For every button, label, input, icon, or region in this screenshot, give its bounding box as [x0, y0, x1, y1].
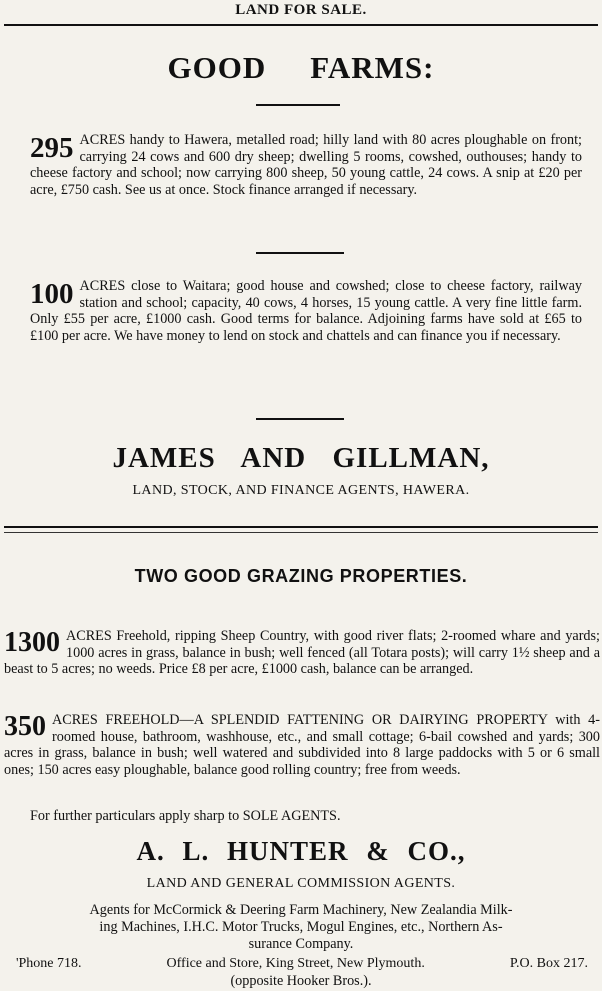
ad1-heading-word1: GOOD: [167, 50, 267, 85]
listing-number: 100: [30, 278, 74, 310]
agents-for-line-2: ing Machines, I.H.C. Motor Trucks, Mogul Engines, etc., Northern As-: [99, 919, 503, 935]
section-header: LAND FOR SALE.: [235, 2, 367, 18]
listing-number: 350: [4, 711, 46, 742]
agents-for-line-1: Agents for McCormick & Deering Farm Machinery, New Zealandia Milk-: [89, 902, 513, 918]
agent-subtitle: LAND AND GENERAL COMMISSION AGENTS.: [146, 876, 456, 891]
listing-1300: [4, 628, 600, 678]
listing-text: ACRES Freehold, ripping Sheep Country, with good river flats; 2-roomed whare and yards; 1000 acres in grass, balance in bush; well fenced (all Totara posts); will carry 1½ sheep and a beast to 5 acres; no weeds. Price £8 per acre, £1000 cash, balance can be arranged.: [4, 628, 600, 677]
listing-divider: [256, 418, 344, 420]
ad1-heading-word2: FARMS:: [310, 50, 435, 85]
phone-number: 'Phone 718.: [16, 956, 82, 971]
further-particulars: For further particulars apply sharp to SOLE AGENTS.: [30, 808, 341, 824]
opposite-note: (opposite Hooker Bros.).: [230, 973, 372, 989]
listing-number: 1300: [4, 627, 60, 658]
ad1-heading: [0, 50, 602, 86]
ad1-heading-rule: [256, 104, 340, 106]
listing-text: ACRES close to Waitara; good house and cowshed; close to cheese factory, railway station and school; capacity, 40 cows, 4 horses, 15 young cattle. A very fine little farm. Only £55 per acre, £1000 cash. Good terms for balance. Adjoining farms have sold at £65 to £100 per acre. We have money to lend on stock and chattels and can finance you if necessary.: [30, 278, 582, 344]
office-address: Office and Store, King Street, New Plymouth.: [166, 956, 425, 971]
ad-separator-rule: [4, 526, 598, 528]
listing-text: ACRES FREEHOLD—A SPLENDID FATTENING OR DAIRYING PROPERTY with 4-roomed house, bathroom, washhouse, etc., and small cottage; 6-bail cowshed and yards; 300 acres in grass, balance in bush; well watered and subdivided into 8 large paddocks with 5 or 6 small ones; 150 acres easy ploughable, balance good rolling country; free from weeds.: [4, 712, 600, 778]
contact-row: [16, 956, 588, 972]
ad-separator-rule-thin: [4, 532, 598, 533]
agents-for-line-3: surance Company.: [248, 936, 354, 952]
listing-350: [4, 712, 600, 778]
listing-number: 295: [30, 132, 74, 164]
agent-subtitle: LAND, STOCK, AND FINANCE AGENTS, HAWERA.: [132, 483, 470, 498]
listing-295: [30, 132, 582, 198]
agent-name-james-gillman: JAMES AND GILLMAN,: [112, 442, 490, 474]
listing-text: ACRES handy to Hawera, metalled road; hilly land with 80 acres ploughable on front; carrying 24 cows and 600 dry sheep; dwelling 5 rooms, cowshed, outhouses; handy to cheese factory and school; now carrying 800 sheep, 50 young cattle, 24 cows. A snip at £20 per acre, £750 cash. See us at once. Stock finance arranged if necessary.: [30, 132, 582, 198]
ad2-heading: TWO GOOD GRAZING PROPERTIES.: [134, 566, 468, 586]
listing-divider: [256, 252, 344, 254]
listing-100: [30, 278, 582, 344]
po-box: P.O. Box 217.: [509, 956, 588, 971]
header-rule: [4, 24, 598, 26]
agent-name-hunter: A. L. HUNTER & CO.,: [136, 836, 466, 866]
